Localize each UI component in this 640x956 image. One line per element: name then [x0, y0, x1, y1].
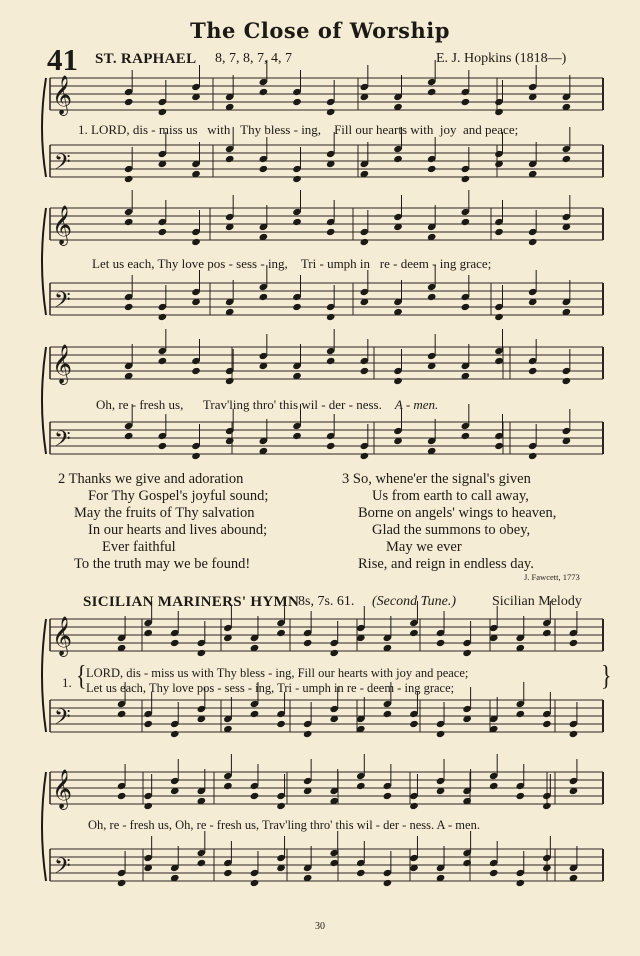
note-head [494, 313, 504, 321]
note-head [197, 859, 207, 867]
note-head [292, 98, 302, 106]
tune-note: (Second Tune.) [372, 594, 456, 609]
tune-name: ST. RAPHAEL [95, 51, 197, 67]
note-head [461, 303, 471, 311]
page-number: 30 [315, 921, 325, 932]
lyric-line-2: Let us each, Thy love pos - sess - ing, Tri - umph in re - deem - ing grace; [92, 256, 492, 271]
note-head [124, 98, 134, 106]
right-brace: } [601, 659, 612, 692]
bass-clef: 𝄢 [54, 150, 71, 180]
note-head [259, 88, 269, 96]
note-head [158, 357, 168, 365]
lyric-line-3: Oh, re - fresh us, Trav'ling thro' this wil - der - ness. A - men. [96, 397, 439, 412]
note-head [462, 649, 472, 657]
note-head [158, 313, 168, 321]
note-head [250, 792, 260, 800]
note-head [427, 293, 437, 301]
note-head [461, 432, 471, 440]
hymn-number: 41 [47, 42, 78, 77]
verse-credit: J. Fawcett, 1773 [524, 572, 580, 582]
note-head [360, 452, 370, 460]
note-head [225, 377, 235, 385]
verse-number-2: 1. [62, 675, 72, 690]
note-head [158, 228, 168, 236]
note-head [124, 303, 134, 311]
note-head [569, 730, 579, 738]
note-head [528, 238, 538, 246]
note-head [276, 720, 286, 728]
note-head [393, 155, 403, 163]
note-head [223, 782, 233, 790]
note-head [436, 730, 446, 738]
note-head [223, 869, 233, 877]
note-head [494, 228, 504, 236]
note-head [494, 442, 504, 450]
section-title: The Close of Worship [190, 18, 450, 43]
note-head [528, 367, 538, 375]
note-head [326, 313, 336, 321]
note-head [562, 155, 572, 163]
note-head [383, 879, 393, 887]
note-head [191, 367, 201, 375]
note-head [360, 367, 370, 375]
note-head [197, 649, 207, 657]
note-head [117, 792, 127, 800]
verse-2: 2 Thanks we give and adoration For Thy Gospel's joyful sound; May the fruits of Thy salvation In our hearts and lives abound; Ever faithful To the truth may we be found! [58, 471, 269, 572]
note-head [191, 452, 201, 460]
note-head [542, 802, 552, 810]
note-head [117, 879, 127, 887]
note-head [124, 432, 134, 440]
note-head [117, 710, 127, 718]
lyric-line-1: 1. LORD, dis - miss us with Thy bless - ing, Fill our hearts with joy and peace; [78, 122, 519, 137]
lyric-line-2c: Oh, re - fresh us, Oh, re - fresh us, Trav'ling thro' this wil - der - ness. A - men. [88, 818, 480, 832]
note-head [409, 720, 419, 728]
lyric-line-2a: LORD, dis - miss us with Thy bless - ing, Fill our hearts with joy and peace; [86, 666, 469, 680]
note-head [393, 377, 403, 385]
note-head [489, 869, 499, 877]
note-head [562, 377, 572, 385]
note-head [329, 649, 339, 657]
treble-clef: 𝄞 [52, 344, 73, 384]
lyric-line-2b: Let us each, Thy love pos - sess - ing, Tri - umph in re - deem - ing grace; [86, 681, 455, 695]
note-head [143, 802, 153, 810]
note-head [356, 869, 366, 877]
note-head [427, 88, 437, 96]
note-head [461, 98, 471, 106]
left-brace: { [76, 659, 87, 692]
note-head [383, 792, 393, 800]
note-head [383, 710, 393, 718]
note-head [515, 792, 525, 800]
composer: E. J. Hopkins (1818—) [436, 51, 567, 66]
note-head [461, 218, 471, 226]
note-head [461, 175, 471, 183]
note-head [494, 108, 504, 116]
note-head [427, 165, 437, 173]
note-head [170, 730, 180, 738]
bass-clef: 𝄢 [54, 705, 71, 735]
note-head [326, 108, 336, 116]
note-head [292, 218, 302, 226]
note-head [143, 720, 153, 728]
meter-2: 8s, 7s. 61. [298, 594, 355, 609]
system-brace [42, 78, 46, 177]
note-head [528, 452, 538, 460]
note-head [303, 730, 313, 738]
bass-clef: 𝄢 [54, 854, 71, 884]
note-head [170, 639, 180, 647]
note-head [292, 432, 302, 440]
note-head [250, 879, 260, 887]
system-brace [42, 619, 46, 732]
composer-2: Sicilian Melody [492, 594, 582, 609]
system-brace [42, 208, 46, 315]
system-brace [42, 347, 46, 454]
note-head [259, 293, 269, 301]
note-head [124, 218, 134, 226]
verse-3: 3 So, whene'er the signal's given Us from earth to call away, Borne on angels' wings to heaven, Glad the summons to obey, May we ever Rise, and reign in endless day. [342, 471, 557, 572]
note-head [259, 165, 269, 173]
note-head [225, 155, 235, 163]
system-brace [42, 772, 46, 881]
note-head [360, 238, 370, 246]
note-head [276, 802, 286, 810]
note-head [158, 108, 168, 116]
note-head [409, 629, 419, 637]
note-head [569, 639, 579, 647]
meter: 8, 7, 8, 7, 4, 7 [215, 51, 292, 66]
bass-clef: 𝄢 [54, 288, 71, 318]
note-head [292, 175, 302, 183]
note-head [436, 639, 446, 647]
note-head [124, 175, 134, 183]
note-head [542, 720, 552, 728]
treble-clef: 𝄞 [52, 205, 73, 245]
note-head [326, 442, 336, 450]
note-head [191, 238, 201, 246]
treble-clef: 𝄞 [52, 769, 73, 809]
tune-name-2: SICILIAN MARINERS' HYMN [83, 594, 300, 610]
note-head [494, 357, 504, 365]
note-head [356, 782, 366, 790]
bass-clef: 𝄢 [54, 427, 71, 457]
note-head [276, 629, 286, 637]
note-head [158, 442, 168, 450]
treble-clef: 𝄞 [52, 616, 73, 656]
note-head [409, 802, 419, 810]
note-head [515, 710, 525, 718]
note-head [250, 710, 260, 718]
note-head [515, 879, 525, 887]
note-head [292, 303, 302, 311]
note-head [303, 639, 313, 647]
note-head [326, 228, 336, 236]
note-head [542, 629, 552, 637]
note-head [143, 629, 153, 637]
treble-clef: 𝄞 [52, 75, 73, 115]
note-head [489, 782, 499, 790]
note-head [326, 357, 336, 365]
